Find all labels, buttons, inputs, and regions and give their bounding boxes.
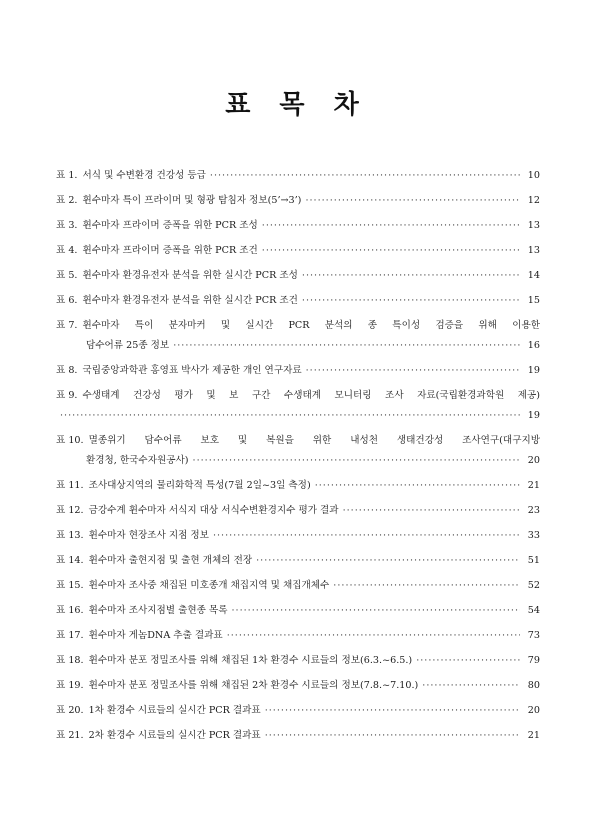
- dot-leader: [231, 601, 520, 621]
- toc-entry-number: 표 15.: [56, 580, 84, 591]
- page-title: 표 목 차: [225, 90, 369, 120]
- toc-entry-page-number: 79: [527, 655, 540, 666]
- toc-entry-number: 표 13.: [56, 530, 84, 541]
- toc-entry-page-number: 20: [527, 455, 540, 466]
- toc-entry-page-number: 52: [527, 580, 540, 591]
- dot-leader: [262, 216, 520, 236]
- toc-entry-caption: 휜수마자 환경유전자 분석을 위한 실시간 PCR 조건: [82, 295, 298, 306]
- dot-leader: [213, 526, 520, 546]
- toc-entry[interactable]: [56, 361, 540, 381]
- toc-entry-caption-continued: 담수어류 25종 정보: [86, 340, 170, 351]
- toc-entry-page-number: 21: [527, 730, 540, 741]
- toc-entry-caption: 휜수마자 조사중 채집된 미호종개 채집지역 및 채집개체수: [88, 580, 330, 591]
- toc-entry-caption: 서식 및 수변환경 건강성 등급: [82, 170, 206, 181]
- toc-entry[interactable]: [56, 266, 540, 286]
- toc-entry-caption: 휜수마자 출현지점 및 출현 개체의 전장: [88, 555, 253, 566]
- toc-entry[interactable]: [56, 241, 540, 261]
- toc-entry-number: 표 17.: [56, 630, 84, 641]
- toc-entry-caption: 1차 환경수 시료들의 실시간 PCR 결과표: [88, 705, 261, 716]
- toc-entry-caption: 휜수마자 분포 정밀조사를 위해 채집된 2차 환경수 시료들의 정보(7.8.~7.10.): [88, 680, 419, 691]
- dot-leader: [302, 266, 520, 286]
- toc-entry-number: 표 8.: [56, 365, 78, 376]
- toc-entry-caption: 수생태계 건강성 평가 및 보 구간 수생태계 모니터링 조사 자료(국립환경과학원 제공): [82, 390, 540, 401]
- toc-entry-page-number: 19: [527, 410, 540, 421]
- toc-entry-number: 표 4.: [56, 245, 78, 256]
- toc-entry-page-number: 15: [527, 295, 540, 306]
- toc-entry-caption: 휜수마자 환경유전자 분석을 위한 실시간 PCR 조성: [82, 270, 298, 281]
- toc-entry-number: 표 1.: [56, 170, 78, 181]
- toc-entry[interactable]: [56, 476, 540, 496]
- dot-leader: [302, 291, 520, 311]
- dot-leader: [210, 166, 520, 186]
- toc-entry-page-number: 14: [527, 270, 540, 281]
- toc-entry[interactable]: [56, 651, 540, 671]
- toc-entry[interactable]: [56, 626, 540, 646]
- dot-leader: [343, 501, 520, 521]
- dot-leader: [333, 576, 520, 596]
- dot-leader: [422, 676, 520, 696]
- toc-entry-caption: 휜수마자 게놈DNA 추출 결과표: [88, 630, 223, 641]
- toc-entry[interactable]: [56, 316, 540, 356]
- toc-entry-number: 표 19.: [56, 680, 84, 691]
- toc-entry[interactable]: [56, 726, 540, 746]
- dot-leader: [265, 701, 520, 721]
- dot-leader: [193, 451, 520, 471]
- toc-entry-caption: 휜수마자 특이 프라이머 및 형광 탐침자 정보(5’→3’): [82, 195, 302, 206]
- toc-entry-caption: 휜수마자 조사지점별 출현종 목록: [88, 605, 228, 616]
- toc-entry[interactable]: [56, 291, 540, 311]
- toc-entry-caption: 휜수마자 프라이머 증폭을 위한 PCR 조성: [82, 220, 258, 231]
- toc-entry-page-number: 16: [527, 340, 540, 351]
- toc-entry[interactable]: [56, 166, 540, 186]
- toc-entry[interactable]: [56, 551, 540, 571]
- toc-entry-page-number: 13: [527, 220, 540, 231]
- toc-entry-page-number: 80: [527, 680, 540, 691]
- toc-entry-number: 표 16.: [56, 605, 84, 616]
- toc-entry-page-number: 54: [527, 605, 540, 616]
- toc-entry[interactable]: [56, 501, 540, 521]
- table-of-contents-list: [56, 166, 540, 746]
- toc-entry[interactable]: [56, 601, 540, 621]
- toc-entry-page-number: 23: [527, 505, 540, 516]
- toc-entry-page-number: 73: [527, 630, 540, 641]
- dot-leader: [173, 336, 520, 356]
- toc-entry-number: 표 18.: [56, 655, 84, 666]
- toc-entry-caption: 멸종위기 담수어류 보호 및 복원을 위한 내성천 생태건강성 조사연구(대구지방: [88, 435, 540, 446]
- toc-entry[interactable]: [56, 191, 540, 211]
- toc-entry-number: 표 21.: [56, 730, 84, 741]
- toc-entry-number: 표 3.: [56, 220, 78, 231]
- toc-entry[interactable]: [56, 701, 540, 721]
- toc-entry-page-number: 13: [527, 245, 540, 256]
- dot-leader: [306, 361, 520, 381]
- toc-entry-caption: 휜수마자 프라이머 증폭을 위한 PCR 조건: [82, 245, 258, 256]
- toc-entry-caption-continued: 환경청, 한국수자원공사): [86, 455, 189, 466]
- toc-entry[interactable]: [56, 526, 540, 546]
- dot-leader: [227, 626, 520, 646]
- toc-entry-number: 표 11.: [56, 480, 84, 491]
- toc-entry-caption: 휜수마자 분포 정밀조사를 위해 채집된 1차 환경수 시료들의 정보(6.3.~6.5.): [88, 655, 413, 666]
- toc-entry-number: 표 10.: [56, 435, 84, 446]
- dot-leader: [256, 551, 520, 571]
- toc-entry-page-number: 51: [527, 555, 540, 566]
- dot-leader: [262, 241, 520, 261]
- toc-entry-caption: 금강수계 휜수마자 서식지 대상 서식수변환경지수 평가 결과: [88, 505, 339, 516]
- toc-entry[interactable]: [56, 576, 540, 596]
- toc-entry-caption: 2차 환경수 시료들의 실시간 PCR 결과표: [88, 730, 261, 741]
- toc-entry-number: 표 12.: [56, 505, 84, 516]
- toc-entry[interactable]: [56, 431, 540, 471]
- toc-entry-page-number: 21: [527, 480, 540, 491]
- toc-entry-number: 표 7.: [56, 320, 78, 331]
- toc-entry-number: 표 2.: [56, 195, 78, 206]
- dot-leader: [315, 476, 520, 496]
- toc-entry-number: 표 9.: [56, 390, 78, 401]
- toc-entry-page-number: 12: [527, 195, 540, 206]
- dot-leader: [416, 651, 520, 671]
- dot-leader: [265, 726, 520, 746]
- toc-entry-number: 표 20.: [56, 705, 84, 716]
- toc-entry[interactable]: [56, 216, 540, 236]
- toc-entry-caption: 휜수마자 특이 분자마커 및 실시간 PCR 분석의 종 특이성 검증을 위해 이용한: [82, 320, 540, 331]
- dot-leader: [60, 406, 520, 426]
- toc-entry-page-number: 20: [527, 705, 540, 716]
- dot-leader: [305, 191, 520, 211]
- toc-entry[interactable]: [56, 386, 540, 426]
- toc-entry-page-number: 19: [527, 365, 540, 376]
- toc-entry[interactable]: [56, 676, 540, 696]
- toc-entry-caption: 조사대상지역의 물리화학적 특성(7월 2일~3일 측정): [88, 480, 311, 491]
- toc-entry-page-number: 33: [527, 530, 540, 541]
- toc-entry-caption: 휜수마자 현장조사 지점 정보: [88, 530, 209, 541]
- toc-entry-number: 표 14.: [56, 555, 84, 566]
- toc-entry-number: 표 6.: [56, 295, 78, 306]
- toc-entry-number: 표 5.: [56, 270, 78, 281]
- toc-entry-page-number: 10: [527, 170, 540, 181]
- toc-entry-caption: 국립중앙과학관 홍영표 박사가 제공한 개인 연구자료: [82, 365, 302, 376]
